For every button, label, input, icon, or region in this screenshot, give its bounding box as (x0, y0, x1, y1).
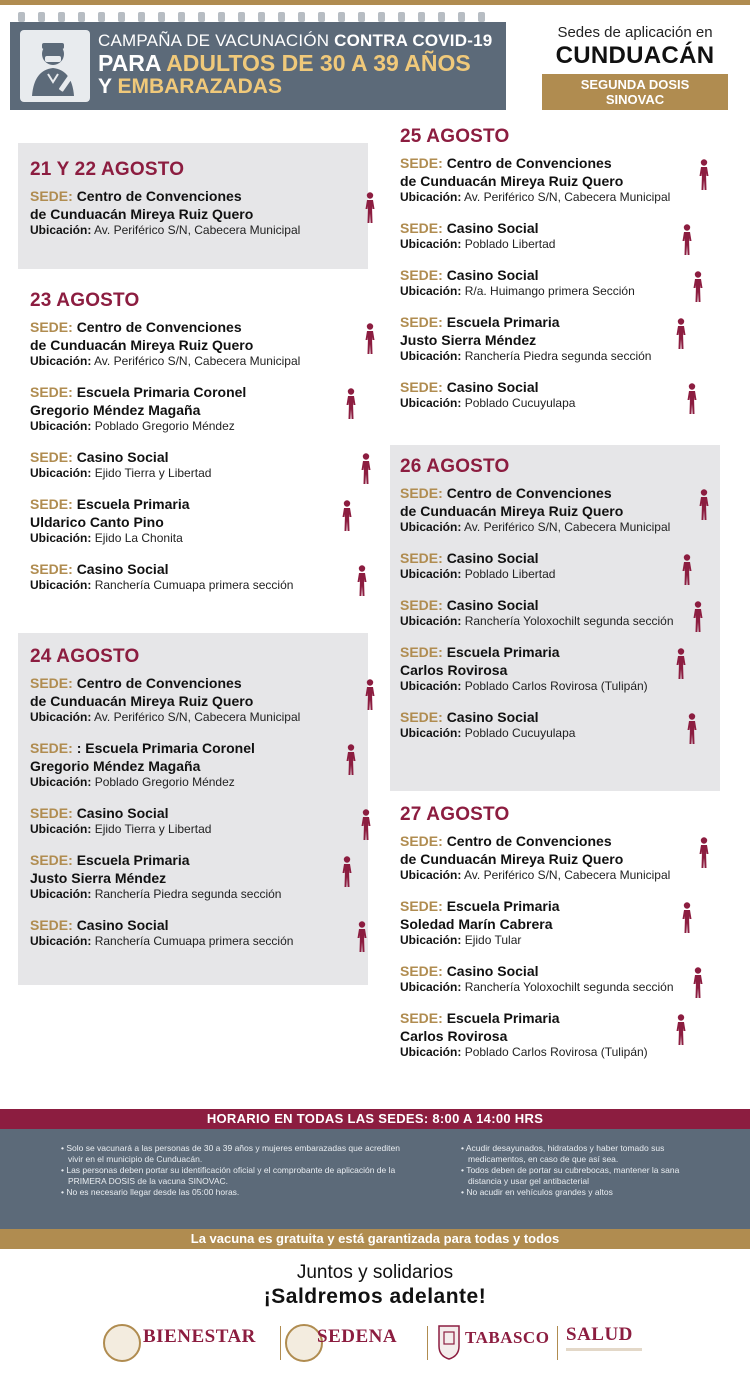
person-walking-icon (673, 1014, 689, 1046)
sede-label: SEDE: (400, 963, 443, 979)
header-line3-a: Y (98, 75, 118, 98)
ubicacion (30, 531, 340, 546)
ubicacion (30, 887, 340, 902)
sede-name-line1: Centro de Convenciones (446, 485, 612, 501)
sedes-header-line1: Sedes de aplicación en (557, 24, 713, 41)
sede-label: SEDE: (400, 644, 443, 660)
note-left: • No es necesario llegar desde las 05:00 horas. (68, 1187, 410, 1198)
sede-entry (400, 266, 730, 299)
dose-badge-line2: SINOVAC (605, 92, 665, 107)
ubicacion-label: Ubicación: (30, 354, 92, 368)
sede-name-line1: Escuela Primaria (446, 898, 560, 914)
day-title: 23 AGOSTO (30, 290, 140, 311)
sede-name-line1: Escuela Primaria Coronel (76, 384, 247, 400)
ubicacion-label: Ubicación: (30, 466, 92, 480)
sede-label: SEDE: (400, 597, 443, 613)
ubicacion-value: Ranchería Yoloxochilt segunda sección (464, 614, 674, 628)
note-right: • Todos deben de portar su cubrebocas, mantener la sana distancia y usar gel antibacterial (468, 1165, 710, 1186)
ubicacion-value: Ejido Tierra y Libertad (94, 466, 212, 480)
ubicacion-value: Poblado Cucuyulapa (464, 396, 576, 410)
sede-entry (30, 916, 390, 949)
person-walking-icon (362, 192, 378, 224)
sede-entry (400, 832, 730, 883)
sede-name-line2: Uldarico Canto Pino (30, 514, 164, 530)
person-walking-icon (696, 159, 712, 191)
ubicacion-value: Poblado Carlos Rovirosa (Tulipán) (464, 1045, 648, 1059)
ubicacion-label: Ubicación: (400, 933, 462, 947)
logo-divider (557, 1326, 558, 1360)
salud-text: SALUD (566, 1324, 633, 1345)
sede-name-line2: de Cunduacán Mireya Ruiz Quero (30, 693, 254, 709)
ubicacion-label: Ubicación: (30, 710, 92, 724)
logo-divider (427, 1326, 428, 1360)
sede-label: SEDE: (400, 550, 443, 566)
sede-name-line1: Casino Social (446, 597, 539, 613)
sede-label: SEDE: (30, 805, 73, 821)
ubicacion-label: Ubicación: (30, 775, 92, 789)
sede-name (30, 560, 340, 578)
ubicacion-label: Ubicación: (400, 726, 462, 740)
sede-name-line1: Escuela Primaria (446, 314, 560, 330)
ubicacion (400, 567, 680, 582)
ubicacion (30, 223, 340, 238)
sede-name-line2: de Cunduacán Mireya Ruiz Quero (400, 173, 624, 189)
ubicacion-label: Ubicación: (400, 237, 462, 251)
note-right: • Acudir desayunados, hidratados y haber tomado sus medicamentos, en caso de que así sea. (468, 1143, 710, 1164)
sede-entry (30, 448, 390, 481)
sede-name-line1: Escuela Primaria (446, 1010, 560, 1026)
logos-bar (0, 1318, 750, 1364)
ubicacion-value: Av. Periférico S/N, Cabecera Municipal (464, 868, 671, 882)
sede-entry (30, 495, 390, 546)
sede-name-line2: Justo Sierra Méndez (400, 332, 537, 348)
ubicacion (400, 1045, 680, 1060)
sede-name (400, 708, 680, 726)
sede-name-line1: : Escuela Primaria Coronel (76, 740, 255, 756)
sede-entry (30, 739, 390, 790)
sede-name (400, 549, 680, 567)
day-section (400, 456, 730, 755)
day-section (30, 646, 390, 963)
sede-name (30, 916, 340, 934)
person-walking-icon (343, 744, 359, 776)
day-title: 27 AGOSTO (400, 804, 510, 825)
person-walking-icon (354, 921, 370, 953)
horario-banner: HORARIO EN TODAS LAS SEDES: 8:00 A 14:00 HRS (0, 1109, 750, 1129)
ubicacion-label: Ubicación: (400, 1045, 462, 1059)
bienestar-text: BIENESTAR (143, 1326, 256, 1347)
ubicacion (400, 679, 680, 694)
header-line2-b: ADULTOS DE 30 A 39 AÑOS (166, 50, 471, 76)
ubicacion (400, 237, 680, 252)
sede-name-line1: Casino Social (446, 379, 539, 395)
sede-label: SEDE: (400, 1010, 443, 1026)
ubicacion (400, 726, 680, 741)
ubicacion-label: Ubicación: (400, 284, 462, 298)
sede-name-line1: Casino Social (446, 709, 539, 725)
person-walking-icon (684, 383, 700, 415)
ubicacion-value: Ranchería Cumuapa primera sección (94, 934, 294, 948)
ubicacion (30, 775, 340, 790)
ubicacion-value: Av. Periférico S/N, Cabecera Municipal (94, 354, 301, 368)
day-title: 21 Y 22 AGOSTO (30, 159, 185, 180)
tabasco-shield-icon (437, 1322, 461, 1360)
ubicacion-label: Ubicación: (400, 614, 462, 628)
person-walking-icon (679, 554, 695, 586)
ubicacion (400, 396, 680, 411)
ubicacion-label: Ubicación: (400, 520, 462, 534)
ubicacion (30, 578, 340, 593)
person-walking-icon (690, 967, 706, 999)
day-title: 25 AGOSTO (400, 126, 510, 147)
tabasco-logo (437, 1322, 552, 1360)
sede-name (400, 897, 680, 915)
header-line1-b: CONTRA COVID-19 (334, 31, 493, 50)
sede-name-line2: Carlos Rovirosa (400, 662, 508, 678)
ubicacion (400, 284, 680, 299)
saldremos-text: ¡Saldremos adelante! (263, 1285, 487, 1308)
sede-label: SEDE: (30, 496, 73, 512)
sede-label: SEDE: (30, 740, 73, 756)
person-walking-icon (690, 271, 706, 303)
sede-name (400, 266, 680, 284)
ubicacion-label: Ubicación: (400, 868, 462, 882)
day-section (400, 126, 730, 425)
sede-name (30, 318, 340, 336)
ubicacion (30, 934, 340, 949)
ubicacion-label: Ubicación: (30, 822, 92, 836)
sede-entry (30, 318, 390, 369)
sede-label: SEDE: (30, 561, 73, 577)
nurse-syringe-icon (20, 30, 90, 102)
header-line1-a: CAMPAÑA DE VACUNACIÓN (98, 31, 335, 50)
ubicacion-label: Ubicación: (30, 223, 92, 237)
ubicacion (400, 980, 680, 995)
ubicacion-value: Ranchería Cumuapa primera sección (94, 578, 294, 592)
sede-name-line2: Soledad Marín Cabrera (400, 916, 553, 932)
sede-name (30, 739, 340, 757)
sede-name (400, 832, 680, 850)
sede-entry (400, 549, 730, 582)
sede-entry (30, 851, 390, 902)
ubicacion-label: Ubicación: (30, 934, 92, 948)
sede-name-line1: Escuela Primaria (76, 496, 190, 512)
ubicacion (400, 614, 680, 629)
sede-label: SEDE: (400, 314, 443, 330)
ubicacion-value: Poblado Carlos Rovirosa (Tulipán) (464, 679, 648, 693)
sede-label: SEDE: (400, 220, 443, 236)
sede-name-line1: Casino Social (446, 267, 539, 283)
sede-entry (400, 962, 730, 995)
sede-name-line1: Centro de Convenciones (446, 155, 612, 171)
ubicacion (400, 520, 680, 535)
sede-entry (30, 560, 390, 593)
person-walking-icon (362, 679, 378, 711)
sede-name-line2: de Cunduacán Mireya Ruiz Quero (30, 337, 254, 353)
ubicacion-value: Poblado Gregorio Méndez (94, 775, 235, 789)
header-line3-b: EMBARAZADAS (117, 75, 282, 98)
sede-entry (400, 1009, 730, 1060)
ubicacion-label: Ubicación: (400, 396, 462, 410)
ubicacion-label: Ubicación: (30, 531, 92, 545)
ubicacion-label: Ubicación: (400, 567, 462, 581)
sede-name-line2: de Cunduacán Mireya Ruiz Quero (30, 206, 254, 222)
sede-label: SEDE: (30, 319, 73, 335)
ubicacion-value: R/a. Huimango primera Sección (464, 284, 635, 298)
ubicacion-value: Av. Periférico S/N, Cabecera Municipal (94, 710, 301, 724)
calendar-ticks (18, 9, 498, 19)
ubicacion-value: Av. Periférico S/N, Cabecera Municipal (94, 223, 301, 237)
sedena-logo (285, 1322, 425, 1360)
tabasco-text: TABASCO (465, 1328, 550, 1347)
sede-label: SEDE: (30, 675, 73, 691)
sede-name (30, 187, 340, 205)
day-title: 24 AGOSTO (30, 646, 140, 667)
sede-name-line1: Casino Social (446, 550, 539, 566)
top-gold-line (0, 0, 750, 5)
sede-name (30, 448, 340, 466)
notes-box (0, 1129, 750, 1229)
sede-entry (400, 484, 730, 535)
ubicacion-value: Ejido Tierra y Libertad (94, 822, 212, 836)
sede-name-line1: Centro de Convenciones (76, 319, 242, 335)
dose-badge-line1: SEGUNDA DOSIS (580, 77, 690, 92)
ubicacion (400, 349, 680, 364)
person-walking-icon (362, 323, 378, 355)
person-walking-icon (679, 224, 695, 256)
sede-name-line1: Centro de Convenciones (76, 188, 242, 204)
salud-logo (566, 1322, 646, 1360)
sede-label: SEDE: (30, 449, 73, 465)
ubicacion-value: Poblado Gregorio Méndez (94, 419, 235, 433)
sede-label: SEDE: (400, 267, 443, 283)
sede-name (400, 484, 680, 502)
sede-entry (400, 313, 730, 364)
person-walking-icon (696, 489, 712, 521)
sede-name-line2: Carlos Rovirosa (400, 1028, 508, 1044)
sede-entry (400, 378, 730, 411)
day-section (400, 804, 730, 1074)
mexico-seal-icon (103, 1324, 141, 1362)
sede-label: SEDE: (400, 833, 443, 849)
sede-name (400, 596, 680, 614)
ubicacion (30, 354, 340, 369)
ubicacion-label: Ubicación: (400, 980, 462, 994)
ubicacion-value: Av. Periférico S/N, Cabecera Municipal (464, 520, 671, 534)
sede-name-line1: Casino Social (76, 449, 169, 465)
ubicacion-value: Ranchería Yoloxochilt segunda sección (464, 980, 674, 994)
sede-entry (30, 187, 390, 238)
ubicacion-value: Poblado Libertad (464, 567, 556, 581)
sede-label: SEDE: (400, 155, 443, 171)
ubicacion-value: Poblado Cucuyulapa (464, 726, 576, 740)
day-title: 26 AGOSTO (400, 456, 510, 477)
day-section (30, 159, 390, 252)
vacuna-banner: La vacuna es gratuita y está garantizada para todas y todos (0, 1229, 750, 1249)
note-right: • No acudir en vehículos grandes y altos (468, 1187, 710, 1198)
sede-name (400, 962, 680, 980)
note-left: • Las personas deben portar su identificación oficial y el comprobante de aplicación de la PRIMERA DOSIS de la vacuna SINOVAC. (68, 1165, 410, 1186)
person-walking-icon (358, 453, 374, 485)
sede-name-line1: Centro de Convenciones (446, 833, 612, 849)
ubicacion-label: Ubicación: (30, 887, 92, 901)
person-walking-icon (343, 388, 359, 420)
sede-entry (400, 219, 730, 252)
ubicacion-value: Ejido La Chonita (94, 531, 183, 545)
sede-label: SEDE: (30, 917, 73, 933)
ubicacion-label: Ubicación: (400, 349, 462, 363)
person-walking-icon (673, 648, 689, 680)
ubicacion-value: Ejido Tular (464, 933, 522, 947)
ubicacion (30, 822, 340, 837)
ubicacion-value: Poblado Libertad (464, 237, 556, 251)
person-walking-icon (684, 713, 700, 745)
ubicacion-value: Ranchería Piedra segunda sección (464, 349, 652, 363)
dose-badge (542, 74, 728, 110)
person-walking-icon (673, 318, 689, 350)
ubicacion-label: Ubicación: (400, 190, 462, 204)
person-walking-icon (690, 601, 706, 633)
sede-name-line2: Justo Sierra Méndez (30, 870, 167, 886)
juntos-text: Juntos y solidarios (296, 1262, 454, 1283)
sede-label: SEDE: (30, 188, 73, 204)
sede-name (400, 378, 680, 396)
sede-entry (400, 897, 730, 948)
logo-divider (280, 1326, 281, 1360)
sede-entry (30, 383, 390, 434)
ubicacion (30, 419, 340, 434)
sede-name (30, 383, 340, 401)
sede-name (30, 804, 340, 822)
person-walking-icon (339, 856, 355, 888)
sede-name-line1: Casino Social (76, 561, 169, 577)
sede-name-line2: Gregorio Méndez Magaña (30, 402, 201, 418)
sede-name-line1: Casino Social (76, 917, 169, 933)
person-walking-icon (696, 837, 712, 869)
sede-entry (30, 804, 390, 837)
person-walking-icon (679, 902, 695, 934)
sedena-text: SEDENA (317, 1326, 398, 1347)
sede-name (400, 313, 680, 331)
sede-name-line2: de Cunduacán Mireya Ruiz Quero (400, 851, 624, 867)
campaign-header (10, 22, 506, 110)
sede-name (400, 1009, 680, 1027)
sede-entry (400, 596, 730, 629)
sede-name-line1: Escuela Primaria (76, 852, 190, 868)
sede-name-line1: Escuela Primaria (446, 644, 560, 660)
person-walking-icon (339, 500, 355, 532)
ubicacion (400, 190, 680, 205)
sede-label: SEDE: (400, 709, 443, 725)
salud-underline (566, 1348, 642, 1351)
ubicacion (30, 466, 340, 481)
sedes-header-city: CUNDUACÁN (555, 42, 715, 69)
sede-label: SEDE: (400, 898, 443, 914)
sede-entry (30, 674, 390, 725)
ubicacion (30, 710, 340, 725)
sede-name-line1: Casino Social (446, 220, 539, 236)
sede-entry (400, 643, 730, 694)
sede-name (30, 495, 340, 513)
sede-entry (400, 154, 730, 205)
sede-label: SEDE: (30, 384, 73, 400)
header-line2-a: PARA (98, 50, 167, 76)
bienestar-logo (103, 1322, 275, 1360)
sede-name (400, 154, 680, 172)
person-walking-icon (354, 565, 370, 597)
note-left: • Solo se vacunará a las personas de 30 a 39 años y mujeres embarazadas que acrediten vivir en el municipio de Cunduacán. (68, 1143, 410, 1164)
person-walking-icon (358, 809, 374, 841)
ubicacion (400, 868, 680, 883)
sede-name (400, 219, 680, 237)
ubicacion-label: Ubicación: (30, 419, 92, 433)
sede-name-line1: Centro de Convenciones (76, 675, 242, 691)
sede-name-line2: Gregorio Méndez Magaña (30, 758, 201, 774)
day-section (30, 290, 390, 607)
sede-name-line1: Casino Social (446, 963, 539, 979)
sede-name (30, 851, 340, 869)
ubicacion-label: Ubicación: (400, 679, 462, 693)
sede-name-line2: de Cunduacán Mireya Ruiz Quero (400, 503, 624, 519)
sede-name-line1: Casino Social (76, 805, 169, 821)
sede-name (400, 643, 680, 661)
sede-name (30, 674, 340, 692)
ubicacion (400, 933, 680, 948)
sede-label: SEDE: (30, 852, 73, 868)
sedes-header (530, 24, 740, 110)
ubicacion-value: Av. Periférico S/N, Cabecera Municipal (464, 190, 671, 204)
ubicacion-label: Ubicación: (30, 578, 92, 592)
sede-label: SEDE: (400, 379, 443, 395)
sede-entry (400, 708, 730, 741)
ubicacion-value: Ranchería Piedra segunda sección (94, 887, 282, 901)
sede-label: SEDE: (400, 485, 443, 501)
